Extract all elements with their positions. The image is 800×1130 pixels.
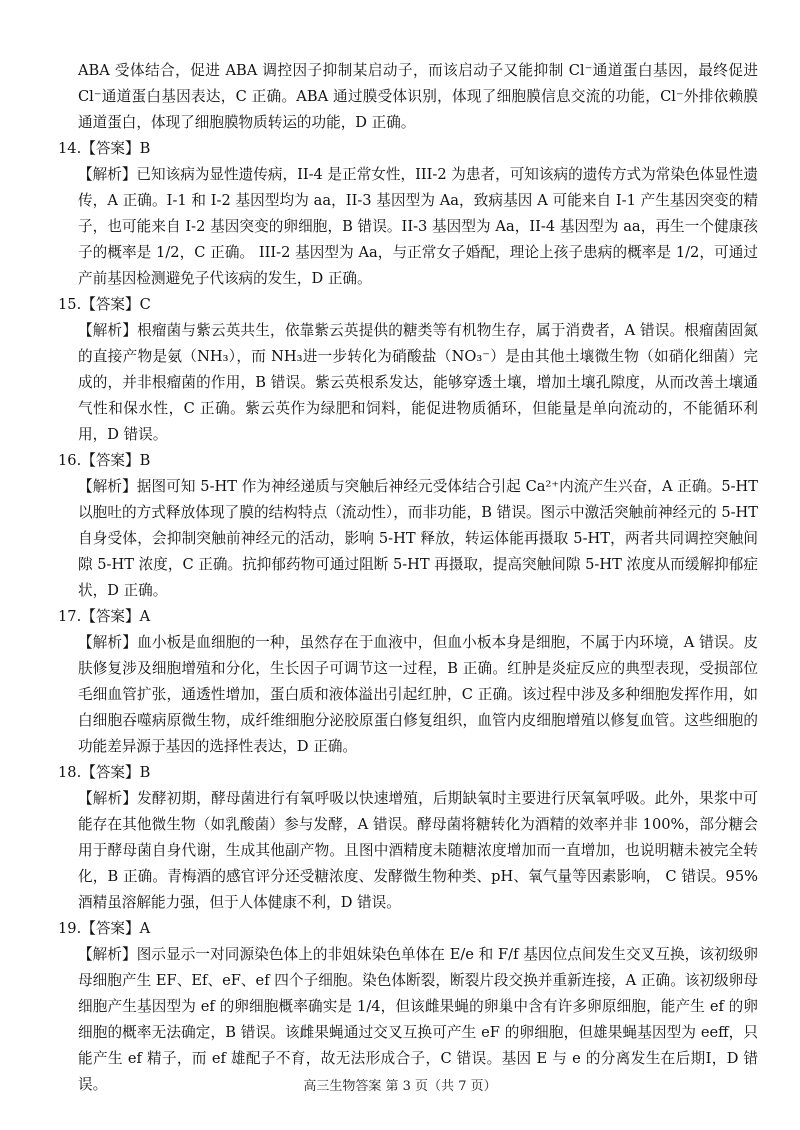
page-content [58,58,758,1098]
question-15 [58,292,758,448]
question-14 [58,136,758,292]
question-number: 17. [58,608,82,625]
answer-label: 【答案】A [81,920,151,937]
explanation: 【解析】血小板是血细胞的一种，虽然存在于血液中，但血小板本身是细胞，不属于内环境，A 错误。皮肤修复涉及细胞增殖和分化，生长因子可调节这一过程，B 正确。红肿是炎症反应的典型表现，受损部位毛细血管扩张，通透性增加，蛋白质和液体溢出引起红肿，C 正确。该过程中涉及多种细胞发挥作用，如白细胞吞噬病原微生物，成纤维细胞分泌胶原蛋白修复组织，血管内皮细胞增殖以修复血管。这些细胞的功能差异源于基因的选择性表达，D 正确。 [78,634,758,755]
answer-label: 【答案】B [81,140,151,157]
explanation: 【解析】图示显示一对同源染色体上的非姐妹染色单体在 E/e 和 F/f 基因位点间发生交叉互换，该初级卵母细胞产生 EF、Ef、eF、ef 四个子细胞。染色体断裂，断裂片段交换并重新连接，A 正确。该初级卵母细胞产生基因型为 ef 的卵细胞概率确实是 1/4，但该雌果蝇的卵巢中含有许多卵原细胞，能产生 ef 的卵细胞的概率无法确定，B 错误。该雌果蝇通过交叉互换可产生 eF 的卵细胞，但雄果蝇基因型为 eeff，只能产生 ef 精子，而 ef 雄配子不育，故无法形成合子，C 错误。基因 E 与 e 的分离发生在后期I，D 错误。 [78,946,758,1093]
question-number: 19. [58,920,82,937]
question-number: 16. [58,452,82,469]
question-18 [58,760,758,916]
intro-paragraph: ABA 受体结合，促进 ABA 调控因子抑制某启动子，而该启动子又能抑制 Cl⁻通道蛋白基因，最终促进 Cl⁻通道蛋白基因表达，C 正确。ABA 通过膜受体识别，体现了细胞膜信息交流的功能，Cl⁻外排依赖膜通道蛋白，体现了细胞膜物质转运的功能，D 正确。 [78,62,758,131]
answer-label: 【答案】B [81,764,151,781]
question-header [58,136,758,162]
question-number: 14. [58,140,82,157]
explanation: 【解析】据图可知 5-HT 作为神经递质与突触后神经元受体结合引起 Ca²⁺内流产生兴奋，A 正确。5-HT 以胞吐的方式释放体现了膜的结构特点（流动性），而非功能，B 错误。图示中激活突触前神经元的 5-HT 自身受体，会抑制突触前神经元的活动，影响 5-HT 释放，转运体能再摄取 5-HT，两者共同调控突触间隙 5-HT 浓度，C 正确。抗抑郁药物可通过阻断 5-HT 再摄取，提高突触间隙 5-HT 浓度从而缓解抑郁症状，D 正确。 [78,478,758,599]
question-19 [58,916,758,1098]
answer-label: 【答案】A [81,608,151,625]
explanation: 【解析】根瘤菌与紫云英共生，依靠紫云英提供的糖类等有机物生存，属于消费者，A 错误。根瘤菌固氮的直接产物是氨（NH₃），而 NH₃进一步转化为硝酸盐（NO₃⁻）是由其他土壤微生物（如硝化细菌）完成的，并非根瘤菌的作用，B 错误。紫云英根系发达，能够穿透土壤，增加土壤孔隙度，从而改善土壤通气性和保水性，C 正确。紫云英作为绿肥和饲料，能促进物质循环，但能量是单向流动的，不能循环利用，D 错误。 [78,322,758,443]
question-number: 18. [58,764,82,781]
question-16 [58,448,758,604]
question-header [58,760,758,786]
question-header [58,448,758,474]
answer-label: 【答案】C [81,296,151,313]
question-header [58,604,758,630]
explanation: 【解析】发酵初期，酵母菌进行有氧呼吸以快速增殖，后期缺氧时主要进行厌氧氧呼吸。此外，果浆中可能存在其他微生物（如乳酸菌）参与发酵，A 错误。酵母菌将糖转化为酒精的效率并非 100%，部分糖会用于酵母菌自身代谢，生成其他副产物。且图中酒精度未随糖浓度增加而一直增加，也说明糖未被完全转化，B 正确。青梅酒的感官评分还受糖浓度、发酵微生物种类、pH、氧气量等因素影响， C 错误。95%酒精虽溶解能力强，但于人体健康不利，D 错误。 [78,790,758,911]
question-number: 15. [58,296,82,313]
question-header [58,916,758,942]
question-header [58,292,758,318]
page-footer: 高三生物答案 第 3 页（共 7 页） [303,1079,497,1094]
explanation: 【解析】已知该病为显性遗传病，II-4 是正常女性，III-2 为患者，可知该病的遗传方式为常染色体显性遗传，A 正确。I-1 和 I-2 基因型均为 aa，II-3 基因型为 Aa，致病基因 A 可能来自 I-1 产生基因突变的精子，也可能来自 I-2 基因突变的卵细胞，B 错误。II-3 基因型为 Aa，II-4 基因型为 aa，再生一个健康孩子的概率是 1/2，C 正确。 III-2 基因型为 Aa，与正常女子婚配，理论上孩子患病的概率是 1/2，可通过产前基因检测避免子代该病的发生，D 正确。 [78,166,758,287]
answer-label: 【答案】B [81,452,151,469]
question-17 [58,604,758,760]
